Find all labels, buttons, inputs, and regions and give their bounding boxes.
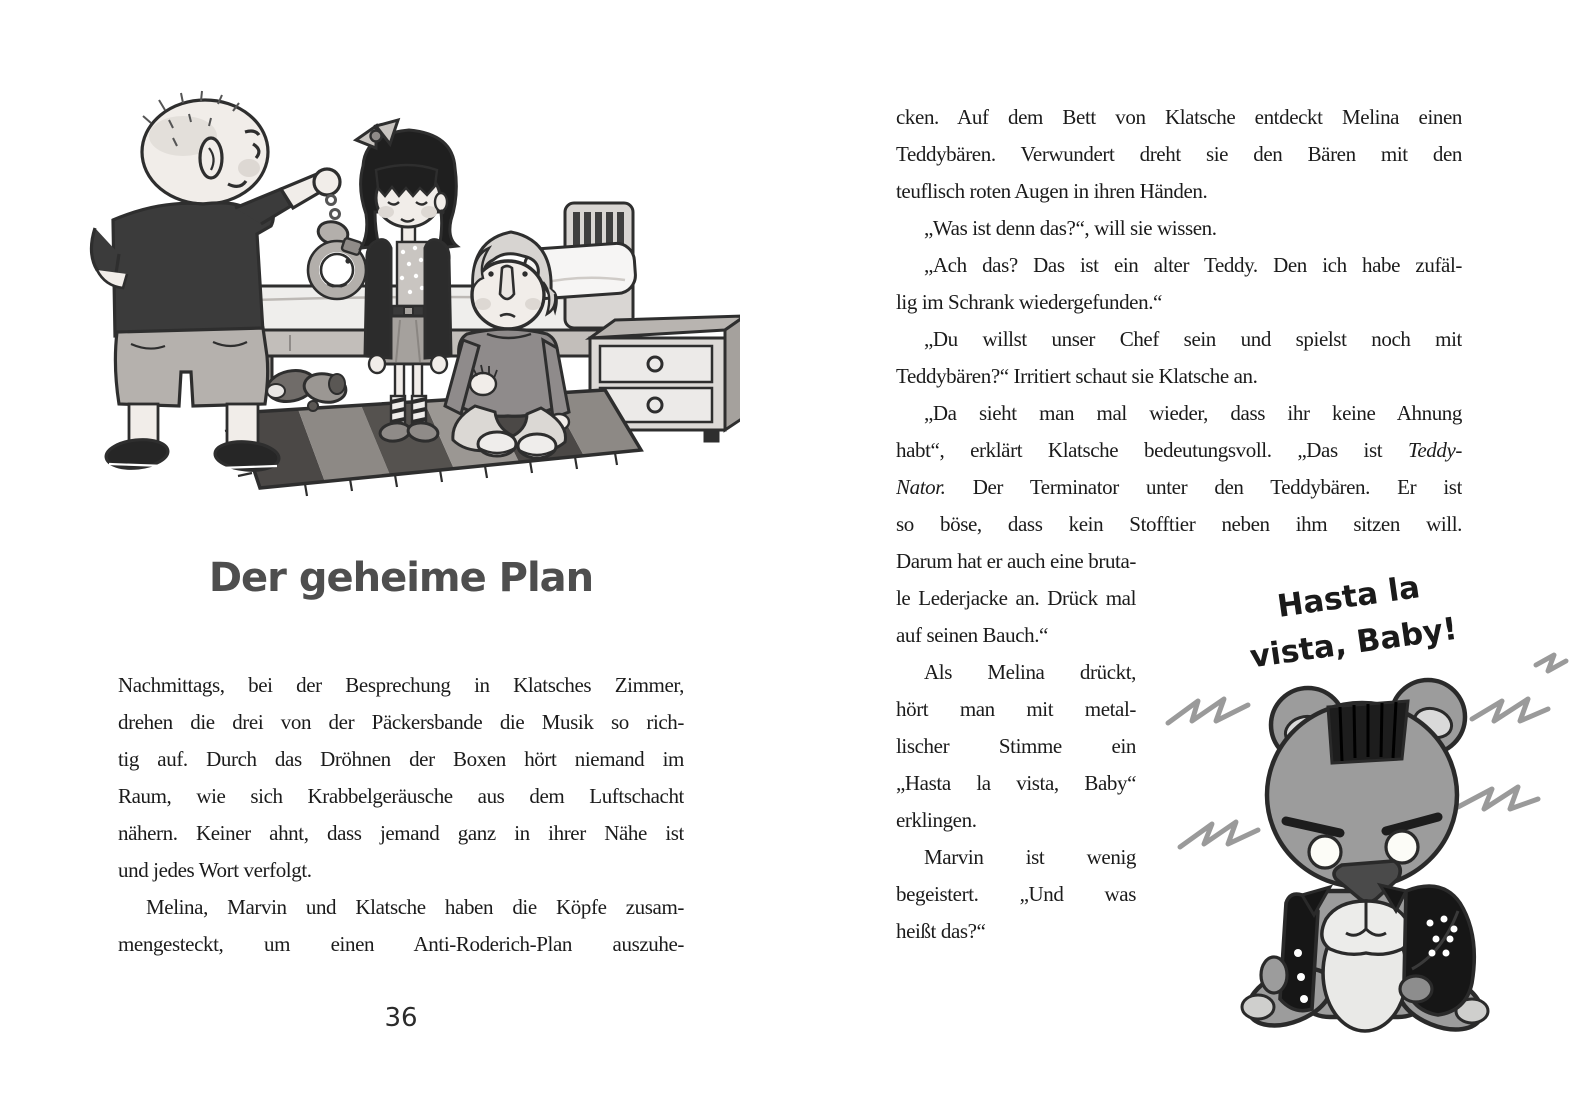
page-number: 36 [384,1003,418,1033]
text-run: Nator. [896,475,946,499]
text-run: Teddybären. Verwundert dreht sie den Bären mit den [896,142,1462,166]
text-run: lig im Schrank wiedergefunden.“ [896,290,1162,314]
text-line [896,691,1136,728]
text-run: le Lederjacke an. Drück mal [896,586,1136,610]
teddy-bear [1240,680,1490,1035]
text-run: Marvin ist wenig [924,845,1136,869]
rug [225,390,641,496]
handwritten-caption-line1: Hasta la [1275,569,1423,625]
text-line [118,704,684,741]
sneakers [264,366,348,411]
text-run: lischer Stimme ein [896,734,1136,758]
text-run: tig auf. Durch das Dröhnen der Boxen hört niemand im [118,747,684,771]
handwritten-caption-line2: vista, Baby! [1247,610,1460,676]
text-line [896,580,1136,617]
handwritten-caption [1248,569,1460,675]
text-line [896,654,1136,691]
text-run: erklingen. [896,808,977,832]
text-line [118,889,684,926]
text-run: „Ach das? Das ist ein alter Teddy. Den ich habe zufäl- [924,253,1462,277]
text-line [118,778,684,815]
text-run: und jedes Wort verfolgt. [118,858,312,882]
handcuffs-icon [308,196,366,300]
text-run: drehen die drei von der Päckersbande die Musik so rich- [118,710,684,734]
text-line [896,395,1462,432]
text-run: Als Melina drückt, [924,660,1136,684]
text-run: „Hasta la vista, Baby“ [896,771,1136,795]
text-line [118,741,684,778]
text-line [896,284,1462,321]
text-line [896,617,1136,654]
text-run: nähern. Keiner ahnt, dass jemand ganz in ihrer Nähe ist [118,821,684,845]
text-run: Teddybären?“ Irritiert schaut sie Klatsche an. [896,364,1258,388]
text-run: „Da sieht man mal wieder, dass ihr keine Ahnung [924,401,1462,425]
text-run: Darum hat er auch eine bruta- [896,549,1136,573]
text-line [896,136,1462,173]
text-line [118,926,684,963]
text-run: cken. Auf dem Bett von Klatsche entdeckt Melina einen [896,105,1462,129]
text-run: Der Terminator unter den Teddybären. Er ist [945,475,1462,499]
teddy-bear-illustration [1140,555,1570,1035]
text-line [896,839,1136,876]
text-run: begeistert. „Und was [896,882,1136,906]
bedroom-illustration [85,88,740,508]
text-run: Raum, wie sich Krabbelgeräusche aus dem Luftschacht [118,784,684,808]
text-line [896,247,1462,284]
text-run: hört man mit metal- [896,697,1136,721]
text-line [896,765,1136,802]
text-line [896,913,1136,950]
left-page-text [118,667,684,963]
text-line [896,469,1462,506]
text-run: „Du willst unser Chef sein und spielst noch mit [924,327,1462,351]
text-line [118,852,684,889]
text-run: „Was ist denn das?“, will sie wissen. [924,216,1217,240]
text-line [118,667,684,704]
text-run: mengesteckt, um einen Anti-Roderich-Plan auszuhe- [118,932,684,956]
text-run: so böse, dass kein Stofftier neben ihm sitzen will. [896,512,1462,536]
chapter-title: Der geheime Plan [208,555,594,601]
text-line [896,173,1462,210]
text-line [896,876,1136,913]
text-run: auf seinen Bauch.“ [896,623,1048,647]
text-line [896,728,1136,765]
text-run: habt“, erklärt Klatsche bedeutungsvoll. „Das ist [896,438,1408,462]
girl-figure [356,120,457,443]
text-line [896,358,1462,395]
text-run: teuflisch roten Augen in ihren Händen. [896,179,1208,203]
text-line [896,506,1462,543]
text-run: Teddy- [1408,438,1462,462]
text-line [896,321,1462,358]
text-line [896,99,1462,136]
text-run: Melina, Marvin und Klatsche haben die Köpfe zusam- [146,895,684,919]
text-line [896,210,1462,247]
text-line [896,802,1136,839]
text-line [896,432,1462,469]
text-line [118,815,684,852]
text-line [896,543,1136,580]
text-run: Nachmittags, bei der Besprechung in Klatsches Zimmer, [118,673,684,697]
text-run: heißt das?“ [896,919,986,943]
